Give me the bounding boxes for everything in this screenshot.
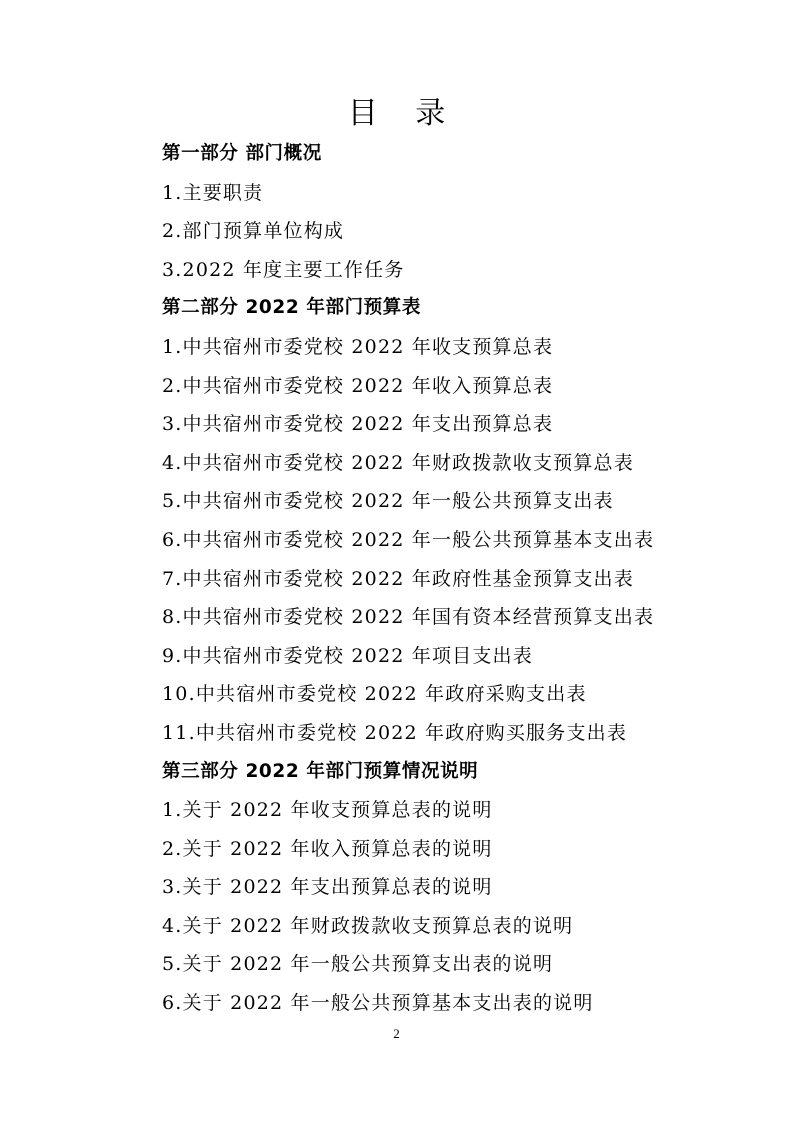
toc-item: 7.中共宿州市委党校 2022 年政府性基金预算支出表 [162,567,634,590]
toc-item: 3.2022 年度主要工作任务 [162,258,405,281]
toc-part-heading: 第二部分 2022 年部门预算表 [162,297,421,319]
toc-item: 2.部门预算单位构成 [162,220,345,243]
table-of-contents [162,135,762,1023]
toc-item: 5.中共宿州市委党校 2022 年一般公共预算支出表 [162,490,614,513]
toc-item: 4.关于 2022 年财政拨款收支预算总表的说明 [162,914,574,937]
page-title: 目 录 [347,96,460,131]
toc-item: 2.中共宿州市委党校 2022 年收入预算总表 [162,374,554,397]
toc-item: 6.关于 2022 年一般公共预算基本支出表的说明 [162,992,594,1015]
toc-item: 2.关于 2022 年收入预算总表的说明 [162,837,493,860]
toc-item: 6.中共宿州市委党校 2022 年一般公共预算基本支出表 [162,528,655,551]
toc-item: 11.中共宿州市委党校 2022 年政府购买服务支出表 [162,721,628,744]
toc-part-heading: 第一部分 部门概况 [162,143,322,164]
toc-item: 1.主要职责 [162,181,264,204]
toc-item: 1.关于 2022 年收支预算总表的说明 [162,799,493,822]
toc-item: 8.中共宿州市委党校 2022 年国有资本经营预算支出表 [162,606,655,629]
toc-item: 3.中共宿州市委党校 2022 年支出预算总表 [162,413,554,436]
toc-item: 10.中共宿州市委党校 2022 年政府采购支出表 [162,683,587,706]
toc-part-heading: 第三部分 2022 年部门预算情况说明 [162,760,479,782]
toc-item: 9.中共宿州市委党校 2022 年项目支出表 [162,644,533,667]
page-number: 2 [393,1026,400,1041]
toc-item: 1.中共宿州市委党校 2022 年收支预算总表 [162,335,554,358]
toc-item: 4.中共宿州市委党校 2022 年财政拨款收支预算总表 [162,451,634,474]
toc-item: 3.关于 2022 年支出预算总表的说明 [162,876,493,899]
toc-item: 5.关于 2022 年一般公共预算支出表的说明 [162,953,554,976]
